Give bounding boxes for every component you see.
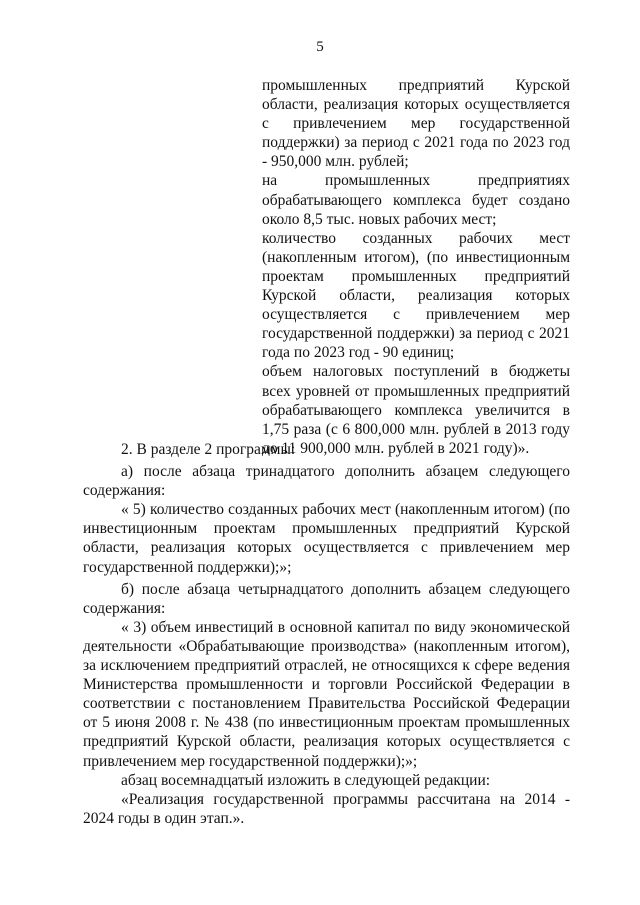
main-body-text xyxy=(83,440,570,828)
quoted-paragraph: « 3) объем инвестиций в основной капитал по виду экономической деятельности «Обрабатывающие производства» (накопленным итогом), за исключением предприятий отраслей, не относящихся к сфере ведения Министерства промышленности и торговли Российской Федерации в соответствии с постановлением Правительства Российской Федерации от 5 июня 2008 г. № 438 (по инвестиционным проектам промышленных предприятий Курской области, реализация которых осуществляется с привлечением мер государственной поддержки);»; xyxy=(83,618,570,770)
paragraph: на промышленных предприятиях обрабатывающего комплекса будет создано около 8,5 тыс. новых рабочих мест; xyxy=(262,172,570,228)
paragraph: абзац восемнадцатый изложить в следующей редакции: xyxy=(121,771,491,789)
paragraph: объем налоговых поступлений в бюджеты всех уровней от промышленных предприятий обрабатывающего комплекса увеличится в 1,75 раза (с 6 800,000 млн. рублей в 2013 году до 11 900,000 млн. рублей в 2021 году)». xyxy=(262,363,570,457)
page-number: 5 xyxy=(316,39,324,55)
paragraph: количество созданных рабочих мест (накопленным итогом), (по инвестиционным проектам промышленных предприятий Курской области, реализация которых осуществляется с привлечением мер государственной поддержки) за период с 2021 года по 2023 год - 90 единиц; xyxy=(262,229,570,362)
quoted-paragraph: «Реализация государственной программы рассчитана на 2014 - 2024 годы в один этап.». xyxy=(83,790,570,827)
paragraph: промышленных предприятий Курской области, реализация которых осуществляется с привлечением мер государственной поддержки) за период с 2021 года по 2023 год - 950,000 млн. рублей; xyxy=(262,77,570,171)
section-heading: 2. В разделе 2 программы: xyxy=(121,441,296,458)
paragraph: а) после абзаца тринадцатого дополнить абзацем следующего содержания: xyxy=(83,463,570,500)
right-column-text xyxy=(262,76,570,458)
paragraph: б) после абзаца четырнадцатого дополнить абзацем следующего содержания: xyxy=(83,580,570,617)
quoted-paragraph: « 5) количество созданных рабочих мест (накопленным итогом) (по инвестиционным проектам промышленных предприятий Курской области, реализация которых осуществляется с привлечением мер государственной поддержки);»; xyxy=(83,501,570,576)
